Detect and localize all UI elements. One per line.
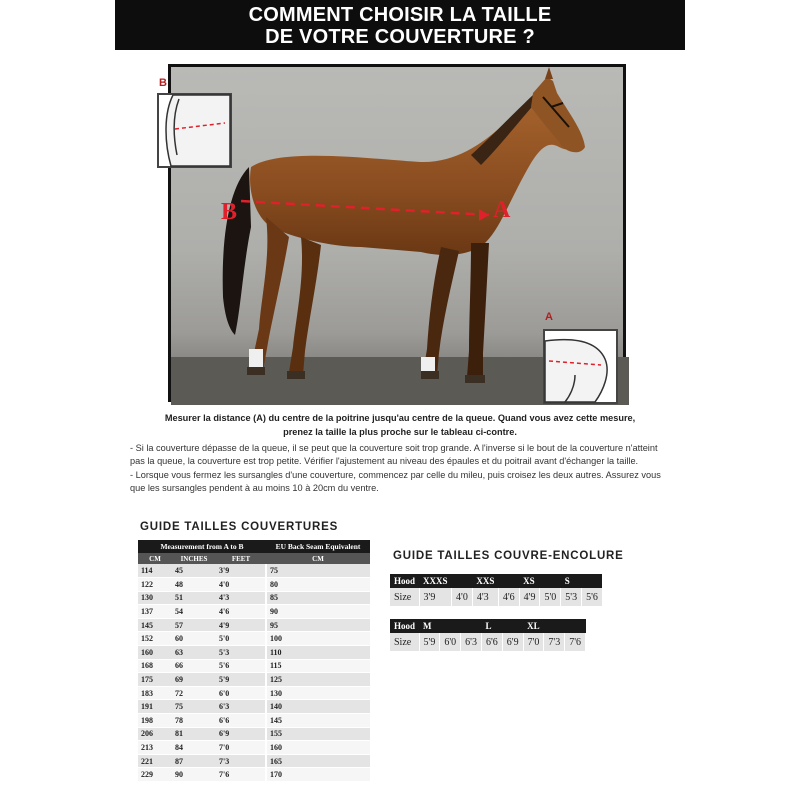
hood-size-value: 4'6 <box>498 588 519 606</box>
inset-a-diagram <box>545 331 616 402</box>
cell-cm: 198 <box>138 714 172 728</box>
cell-eu-cm: 130 <box>266 686 370 700</box>
hood-table-1-header <box>390 574 602 588</box>
col-cm: CM <box>138 553 172 564</box>
cell-feet: 7'3 <box>216 754 266 768</box>
col-inches: INCHES <box>172 553 216 564</box>
cell-inches: 87 <box>172 754 216 768</box>
guide-couvertures-title: GUIDE TAILLES COUVERTURES <box>140 521 339 533</box>
hood-size-value: 5'9 <box>419 633 440 651</box>
cell-cm: 130 <box>138 591 172 605</box>
cell-eu-cm: 125 <box>266 673 370 687</box>
hood-size-value: 6'9 <box>502 633 523 651</box>
hood-size-header <box>452 574 473 588</box>
cell-inches: 72 <box>172 686 216 700</box>
instructions <box>130 412 670 496</box>
col-eu-cm: CM <box>266 553 370 564</box>
hood-size-value: 7'0 <box>523 633 544 651</box>
cell-inches: 78 <box>172 714 216 728</box>
cell-cm: 183 <box>138 686 172 700</box>
cell-cm: 122 <box>138 578 172 592</box>
cell-cm: 191 <box>138 700 172 714</box>
cell-cm: 175 <box>138 673 172 687</box>
table-row <box>138 686 370 700</box>
hood-size-header: XXS <box>472 574 498 588</box>
cell-eu-cm: 170 <box>266 768 370 782</box>
inset-a-letter: A <box>545 311 553 323</box>
hood-size-header <box>544 619 565 633</box>
cell-eu-cm: 145 <box>266 714 370 728</box>
label-a: A <box>493 197 511 223</box>
inset-b-tail <box>157 93 232 168</box>
cell-feet: 6'9 <box>216 727 266 741</box>
cell-cm: 206 <box>138 727 172 741</box>
blanket-size-rows <box>138 564 370 782</box>
title-banner <box>115 0 685 50</box>
cell-inches: 69 <box>172 673 216 687</box>
cell-eu-cm: 115 <box>266 659 370 673</box>
blanket-size-table <box>138 540 370 782</box>
hood-header-label: Hood <box>390 619 419 633</box>
cell-inches: 81 <box>172 727 216 741</box>
cell-inches: 84 <box>172 741 216 755</box>
hood-size-header <box>565 619 586 633</box>
inset-a-chest <box>543 329 618 404</box>
table-row <box>138 754 370 768</box>
hood-size-value: 7'6 <box>565 633 586 651</box>
table-row <box>138 714 370 728</box>
table-row <box>138 700 370 714</box>
cell-cm: 145 <box>138 618 172 632</box>
table-row <box>138 659 370 673</box>
cell-inches: 66 <box>172 659 216 673</box>
instructions-lead-1: Mesurer la distance (A) du centre de la poitrine jusqu'au centre de la queue. Quand vous avez cette mesure, <box>164 413 636 423</box>
hood-size-value: 6'0 <box>440 633 461 651</box>
instructions-lead-2: prenez la taille la plus proche sur le tableau ci-contre. <box>283 427 517 437</box>
cell-eu-cm: 90 <box>266 605 370 619</box>
hood-size-header <box>461 619 482 633</box>
hood-size-value: 4'0 <box>452 588 473 606</box>
cell-cm: 221 <box>138 754 172 768</box>
cell-inches: 75 <box>172 700 216 714</box>
hood-size-value: 6'3 <box>461 633 482 651</box>
hood-size-header <box>440 619 461 633</box>
cell-inches: 48 <box>172 578 216 592</box>
cell-inches: 45 <box>172 564 216 578</box>
table-row <box>138 618 370 632</box>
hood-size-header: XS <box>519 574 540 588</box>
cell-cm: 213 <box>138 741 172 755</box>
instructions-bullet-1: - Si la couverture dépasse de la queue, il se peut que la couverture soit trop grande. A l'inverse si le bout de la couverture n'atteint pas la queue, la couverture est trop petite. Vérifier l'ajustement au niveau des épaules et du poitrail avant d'échanger la taille. <box>130 443 658 466</box>
cell-eu-cm: 75 <box>266 564 370 578</box>
cell-cm: 229 <box>138 768 172 782</box>
hood-size-header: L <box>481 619 502 633</box>
table-row <box>138 591 370 605</box>
cell-feet: 5'0 <box>216 632 266 646</box>
cell-feet: 7'6 <box>216 768 266 782</box>
cell-feet: 3'9 <box>216 564 266 578</box>
cell-eu-cm: 160 <box>266 741 370 755</box>
table-row <box>138 741 370 755</box>
hood-size-header: S <box>561 574 582 588</box>
table-row <box>138 727 370 741</box>
table-row <box>138 673 370 687</box>
cell-feet: 5'9 <box>216 673 266 687</box>
cell-cm: 168 <box>138 659 172 673</box>
cell-eu-cm: 110 <box>266 646 370 660</box>
cell-feet: 5'6 <box>216 659 266 673</box>
cell-cm: 114 <box>138 564 172 578</box>
hood-row-label: Size <box>390 633 419 651</box>
hood-size-value: 7'3 <box>544 633 565 651</box>
hood-table-2-header <box>390 619 586 633</box>
cell-feet: 6'6 <box>216 714 266 728</box>
cell-feet: 4'3 <box>216 591 266 605</box>
hood-size-value: 4'3 <box>472 588 498 606</box>
cell-eu-cm: 85 <box>266 591 370 605</box>
table-row <box>138 578 370 592</box>
inset-b-diagram <box>159 95 230 166</box>
cell-inches: 60 <box>172 632 216 646</box>
cell-inches: 90 <box>172 768 216 782</box>
cell-feet: 4'9 <box>216 618 266 632</box>
cell-eu-cm: 140 <box>266 700 370 714</box>
cell-eu-cm: 100 <box>266 632 370 646</box>
table-row <box>138 632 370 646</box>
hood-size-header: XXXS <box>419 574 452 588</box>
hood-header-label: Hood <box>390 574 419 588</box>
hood-size-value: 3'9 <box>419 588 452 606</box>
hood-size-header <box>540 574 561 588</box>
horse-photo <box>159 64 626 402</box>
cell-inches: 51 <box>172 591 216 605</box>
inset-b-letter: B <box>159 77 167 89</box>
hood-size-header <box>502 619 523 633</box>
cell-feet: 5'3 <box>216 646 266 660</box>
cell-eu-cm: 155 <box>266 727 370 741</box>
table-row <box>138 605 370 619</box>
header-measure: Measurement from A to B <box>138 540 266 553</box>
col-feet: FEET <box>216 553 266 564</box>
title-line-1: COMMENT CHOISIR LA TAILLE <box>248 4 552 26</box>
cell-cm: 137 <box>138 605 172 619</box>
hood-table-2 <box>390 619 586 651</box>
hood-table-1 <box>390 574 603 606</box>
table-row <box>138 646 370 660</box>
cell-feet: 6'3 <box>216 700 266 714</box>
hood-size-header <box>582 574 603 588</box>
label-b: B <box>221 199 238 225</box>
cell-feet: 7'0 <box>216 741 266 755</box>
cell-eu-cm: 80 <box>266 578 370 592</box>
title-line-2: DE VOTRE COUVERTURE ? <box>265 26 535 48</box>
header-eu: EU Back Seam Equivalent <box>266 540 370 553</box>
guide-encolure-title: GUIDE TAILLES COUVRE-ENCOLURE <box>393 550 624 562</box>
cell-feet: 4'0 <box>216 578 266 592</box>
table-row <box>138 768 370 782</box>
hood-size-value: 5'6 <box>582 588 603 606</box>
hood-size-value: 5'3 <box>561 588 582 606</box>
cell-inches: 63 <box>172 646 216 660</box>
cell-inches: 54 <box>172 605 216 619</box>
hood-size-header <box>498 574 519 588</box>
cell-cm: 160 <box>138 646 172 660</box>
hood-size-header: M <box>419 619 440 633</box>
table-row <box>138 564 370 578</box>
cell-inches: 57 <box>172 618 216 632</box>
hood-size-value: 4'9 <box>519 588 540 606</box>
cell-eu-cm: 165 <box>266 754 370 768</box>
cell-feet: 6'0 <box>216 686 266 700</box>
hood-size-value: 6'6 <box>481 633 502 651</box>
cell-feet: 4'6 <box>216 605 266 619</box>
hood-table-1-row <box>390 588 602 606</box>
cell-cm: 152 <box>138 632 172 646</box>
hood-size-value: 5'0 <box>540 588 561 606</box>
hood-row-label: Size <box>390 588 419 606</box>
cell-eu-cm: 95 <box>266 618 370 632</box>
hood-table-2-row <box>390 633 586 651</box>
hood-size-header: XL <box>523 619 544 633</box>
instructions-bullet-2: - Lorsque vous fermez les sursangles d'une couverture, commencez par celle du mileu, puis croisez les deux autres. Assurez vous que les sursangles pendent à au moins 10 à 20cm du ventre. <box>130 470 661 493</box>
